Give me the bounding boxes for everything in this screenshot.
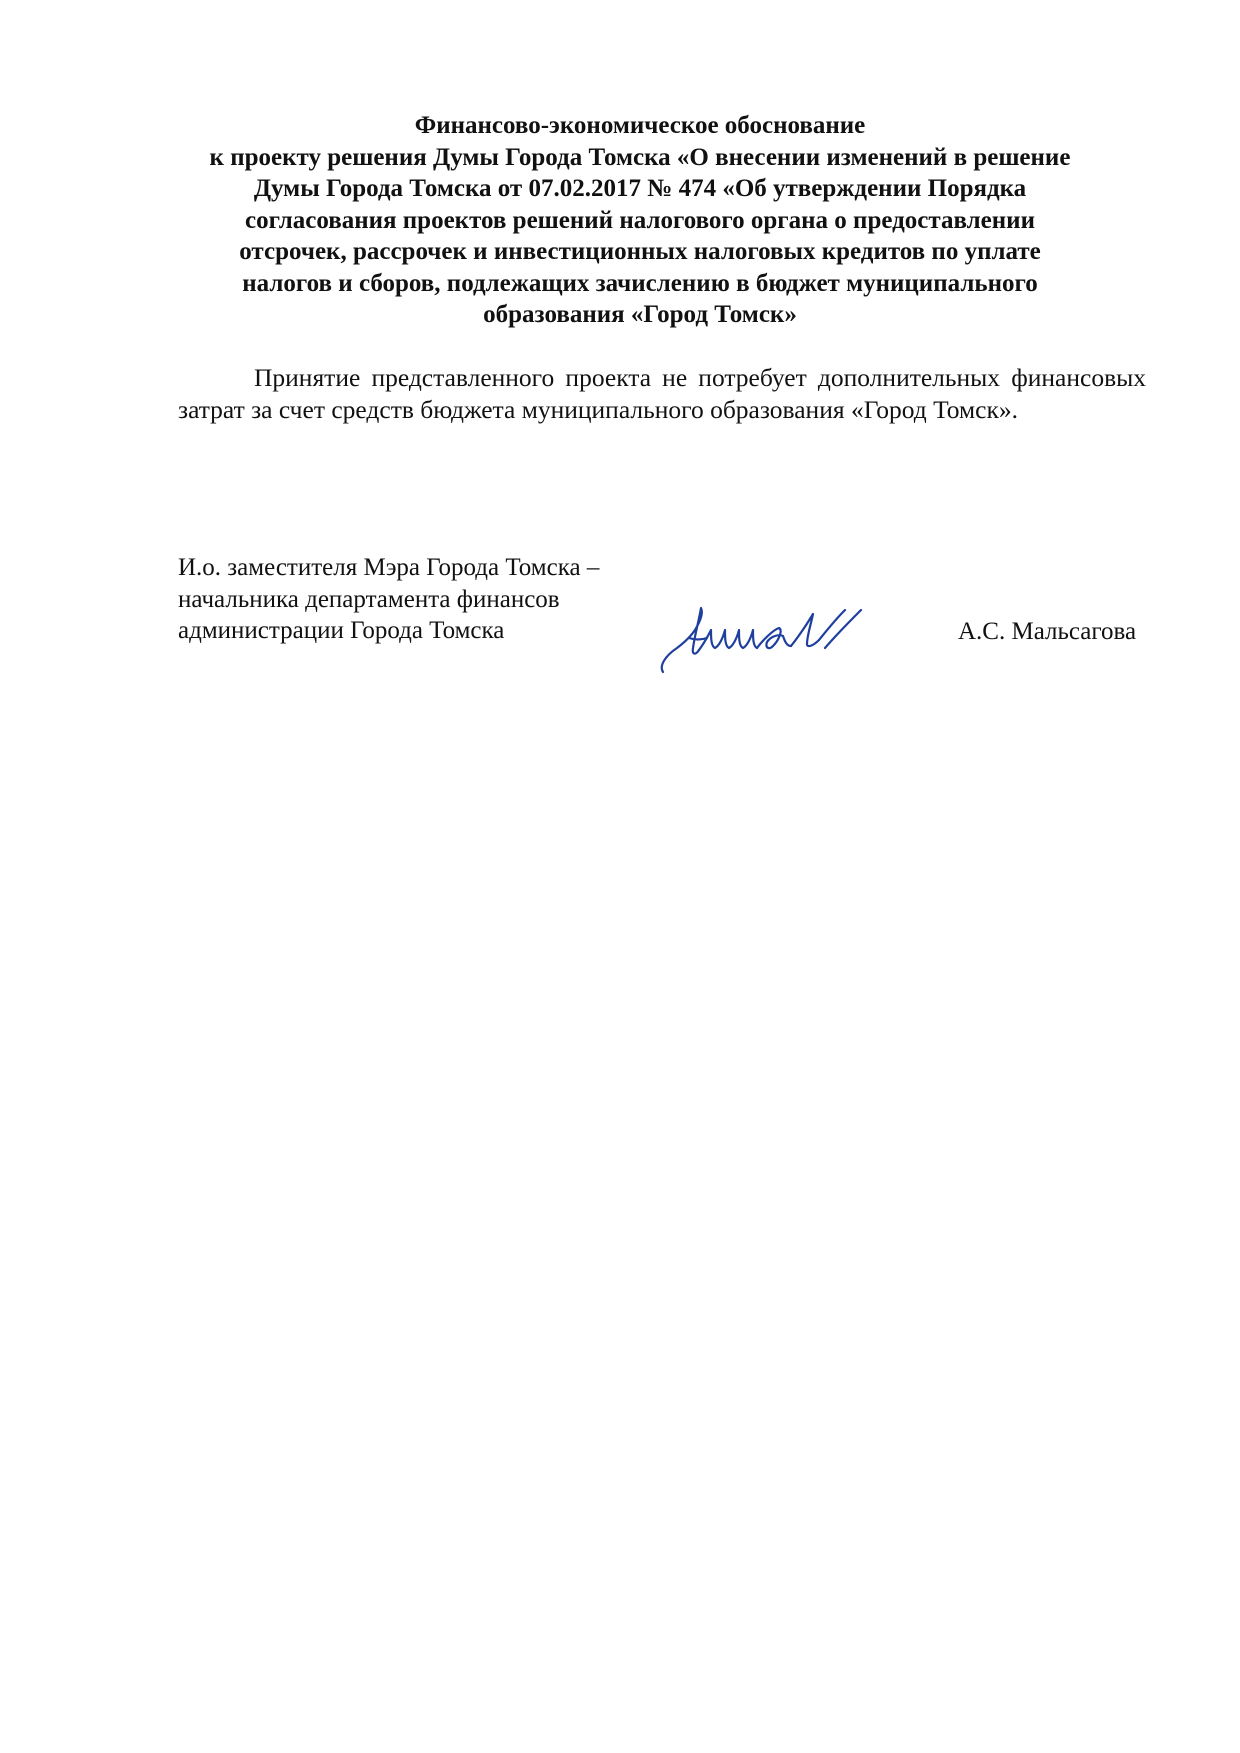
title-line: Думы Города Томска от 07.02.2017 № 474 «Об утверждении Порядка [253, 175, 1027, 202]
handwritten-signature [655, 590, 895, 680]
title-line: к проекту решения Думы Города Томска «О внесении изменений в решение [209, 143, 1071, 171]
title-line: налогов и сборов, подлежащих зачислению в бюджет муниципального [242, 269, 1038, 297]
title-line: Финансово-экономическое обоснование [414, 112, 866, 139]
signatory-position [178, 552, 599, 647]
title-line: отсрочек, рассрочек и инвестиционных налоговых кредитов по уплате [239, 238, 1041, 265]
position-line: И.о. заместителя Мэра Города Томска – [178, 554, 600, 581]
position-line: начальника департамента финансов [178, 585, 560, 613]
signatory-name: А.С. Мальсагова [958, 618, 1137, 645]
position-line: администрации Города Томска [178, 617, 505, 644]
body-paragraph: Принятие представленного проекта не потребует дополнительных финансовых затрат за счет средств бюджета муниципального образования «Город Томск». [178, 363, 1146, 424]
document-title [160, 110, 1120, 331]
title-line: образования «Город Томск» [483, 301, 797, 328]
title-line: согласования проектов решений налогового органа о предоставлении [245, 206, 1035, 234]
